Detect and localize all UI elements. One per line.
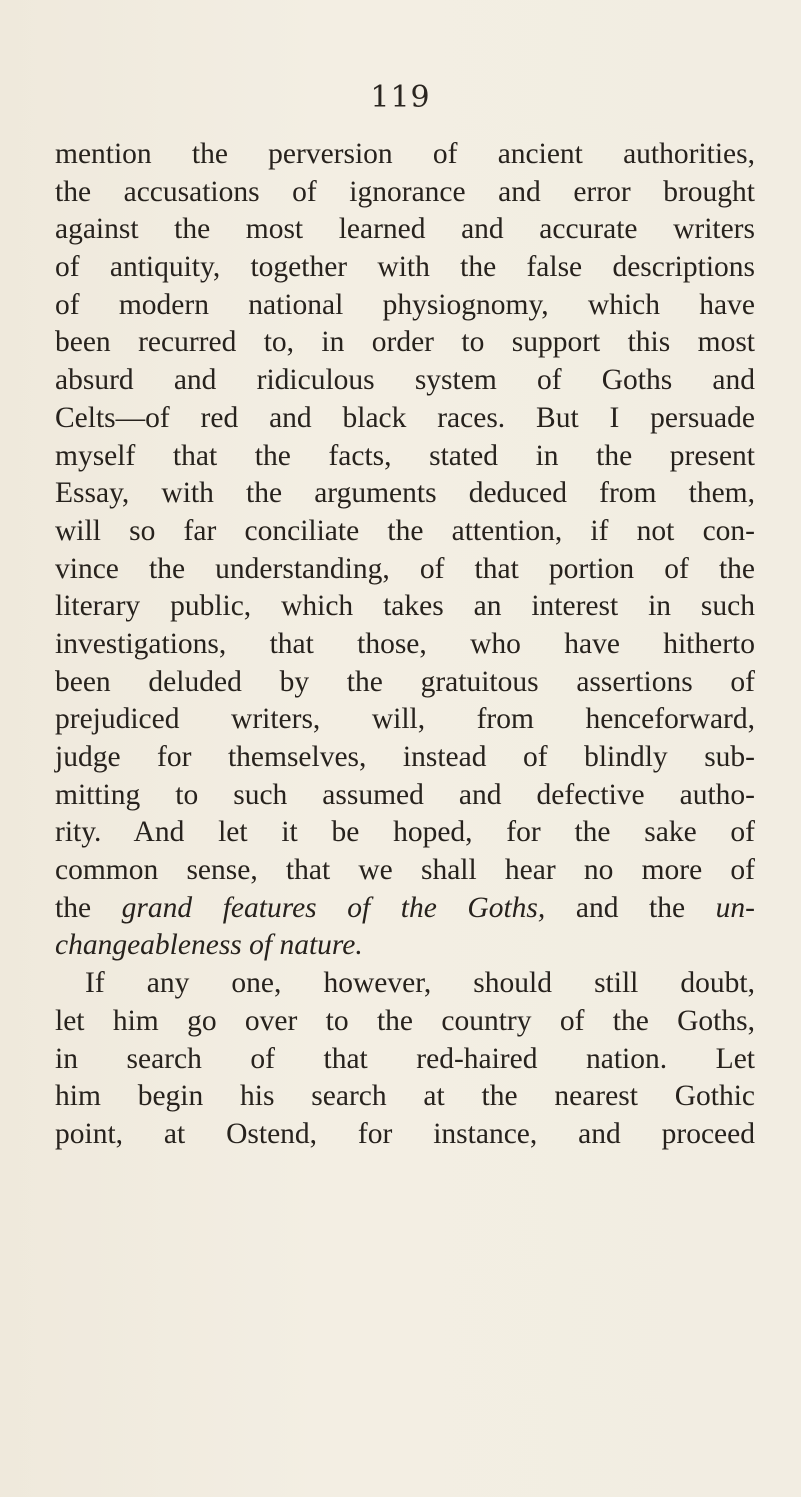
text-line: rity. And let it be hoped, for the sake of bbox=[55, 816, 755, 849]
text-line: against the most learned and accurate writers bbox=[55, 213, 755, 246]
text-line: literary public, which takes an interest in such bbox=[55, 590, 755, 623]
text-line: absurd and ridiculous system of Goths and bbox=[55, 364, 755, 397]
text-line: of antiquity, together with the false descriptions bbox=[55, 251, 755, 284]
text-line: mitting to such assumed and defective autho- bbox=[55, 778, 755, 811]
text-run: and the bbox=[545, 891, 716, 924]
page-number: 119 bbox=[370, 80, 431, 115]
italic-run: grand features of the Goths, bbox=[121, 891, 546, 924]
text-line: him begin his search at the nearest Gothic bbox=[55, 1080, 755, 1113]
text-line: of modern national physiognomy, which have bbox=[55, 288, 755, 321]
text-line-mixed bbox=[55, 890, 755, 928]
text-line: been deluded by the gratuitous assertions of bbox=[55, 665, 755, 698]
text-line: in search of that red-haired nation. Let bbox=[55, 1042, 755, 1075]
text-line: judge for themselves, instead of blindly sub- bbox=[55, 741, 755, 773]
text-run: the bbox=[55, 891, 122, 924]
text-line: vince the understanding, of that portion of the bbox=[55, 552, 755, 585]
text-line: let him go over to the country of the Goths, bbox=[55, 1004, 755, 1037]
text-line: been recurred to, in order to support this most bbox=[55, 326, 755, 359]
italic-run: un- bbox=[715, 891, 755, 924]
text-line: investigations, that those, who have hitherto bbox=[55, 627, 755, 660]
text-line: point, at Ostend, for instance, and proceed bbox=[55, 1117, 755, 1150]
text-line: common sense, that we shall hear no more of bbox=[55, 854, 755, 887]
text-line: will so far conciliate the attention, if not con- bbox=[55, 514, 755, 547]
text-line: the accusations of ignorance and error brought bbox=[55, 175, 755, 208]
paragraph-start-line: If any one, however, should still doubt, bbox=[85, 967, 755, 1000]
text-line: prejudiced writers, will, from henceforward, bbox=[55, 703, 755, 736]
text-line: Essay, with the arguments deduced from them, bbox=[55, 477, 755, 510]
text-line: myself that the facts, stated in the present bbox=[55, 439, 755, 472]
italic-line: changeableness of nature. bbox=[55, 929, 363, 962]
body-text bbox=[55, 136, 755, 1154]
text-line: mention the perversion of ancient authorities, bbox=[55, 138, 755, 170]
text-line: Celts—of red and black races. But I persuade bbox=[55, 401, 755, 434]
